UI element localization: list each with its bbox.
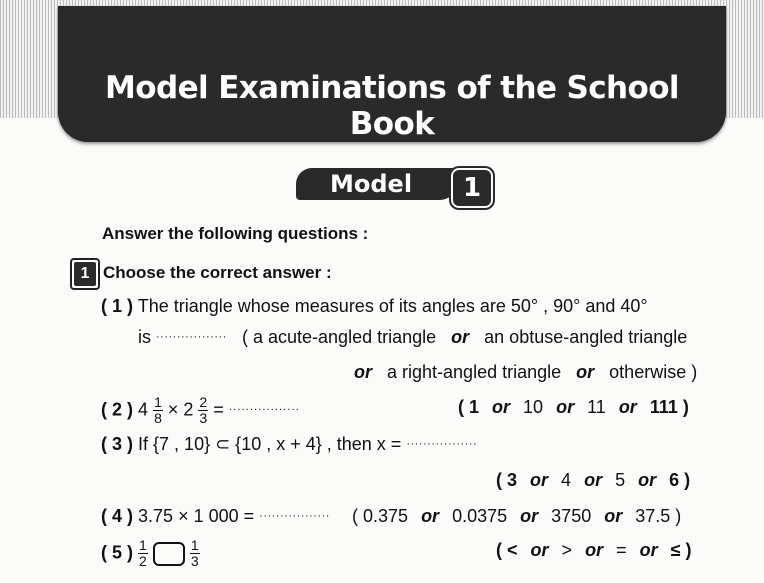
question-title: Choose the correct answer : [103, 263, 332, 282]
item-1-stem: The triangle whose measures of its angles are 50° , 90° and 40° [137, 296, 648, 316]
or-word: or [638, 470, 657, 490]
item-5-line [101, 538, 200, 569]
item-2-equals: = [213, 399, 224, 420]
header-banner [0, 0, 764, 150]
item-5-option-2: > [561, 540, 573, 560]
item-2-whole-1: 4 [138, 399, 149, 420]
item-2-blank: ················· [228, 403, 300, 416]
item-2-fraction-2: $\frac{2}{3}$ [199, 394, 208, 426]
item-4-line [101, 506, 330, 527]
item-3-blank: ················· [406, 438, 478, 450]
item-5-option-4: ≤ ) [670, 540, 692, 560]
or-word: or [604, 506, 623, 526]
item-4-option-3: 3750 [551, 506, 592, 526]
or-word: or [618, 397, 637, 417]
item-5-fraction-1: $\frac{1}{2}$ [139, 537, 147, 569]
item-1-line-2 [138, 327, 227, 348]
item-4-expression: 3.75 × 1 000 = [138, 506, 255, 526]
item-2-line [101, 395, 300, 426]
or-word: or [451, 327, 470, 347]
item-2-number: ( 2 ) [101, 399, 134, 420]
or-word: or [584, 470, 603, 490]
item-2-option-2: 10 [523, 397, 544, 417]
item-3-option-4: 6 ) [669, 470, 691, 490]
item-3-expression: If {7 , 10} ⊂ {10 , x + 4} , then x = [138, 434, 402, 454]
item-1-option-3: a right-angled triangle [387, 362, 562, 382]
item-4-options [352, 506, 681, 527]
item-4-number: ( 4 ) [101, 506, 134, 526]
or-word: or [556, 397, 575, 417]
or-word: or [520, 506, 539, 526]
or-word: or [530, 470, 549, 490]
comparison-box [153, 542, 185, 566]
item-4-option-2: 0.0375 [452, 506, 508, 526]
or-word: or [585, 540, 604, 560]
item-3-line [101, 434, 477, 455]
item-4-option-1: ( 0.375 [352, 506, 409, 526]
item-3-option-1: ( 3 [496, 470, 518, 490]
item-3-number: ( 3 ) [101, 434, 134, 454]
item-5-option-1: ( < [496, 540, 518, 560]
instruction-text: Answer the following questions : [102, 224, 369, 243]
item-2-option-4: 111 ) [649, 397, 689, 417]
or-word: or [492, 397, 511, 417]
item-1-is: is [138, 327, 151, 347]
or-word: or [354, 362, 372, 382]
model-label: Model [296, 168, 456, 200]
item-3-option-2: 4 [561, 470, 572, 490]
or-word: or [576, 362, 595, 382]
question-number: 1 [74, 262, 96, 286]
item-2-option-1: ( 1 [458, 397, 480, 417]
item-1-blank: ················· [156, 331, 227, 343]
item-1-options-b [354, 362, 697, 383]
item-1-option-2: an obtuse-angled triangle [484, 327, 688, 347]
item-3-option-3: 5 [615, 470, 626, 490]
item-1-number: ( 1 ) [101, 296, 134, 316]
item-2-times: × 2 [167, 399, 194, 420]
item-3-options [496, 470, 690, 491]
item-2-option-3: 11 [587, 397, 606, 417]
item-4-blank: ················· [259, 510, 330, 522]
item-1-line-1 [101, 296, 648, 317]
item-2-fraction-1: $\frac{1}{8}$ [154, 394, 162, 426]
item-1-options-a [242, 327, 687, 348]
item-2-options [458, 397, 689, 418]
or-word: or [530, 540, 549, 560]
item-5-options [496, 540, 692, 561]
or-word: or [421, 506, 440, 526]
model-number: 1 [451, 168, 493, 208]
page-title: Model Examinations of the School Book [105, 70, 679, 142]
or-word: or [639, 540, 658, 560]
item-1-option-1: ( a acute-angled triangle [242, 327, 437, 347]
item-5-option-3: = [616, 540, 627, 560]
item-5-number: ( 5 ) [101, 542, 134, 563]
item-5-fraction-2: $\frac{1}{3}$ [190, 537, 199, 569]
item-1-option-4: otherwise ) [609, 362, 698, 382]
item-4-option-4: 37.5 ) [635, 506, 682, 526]
